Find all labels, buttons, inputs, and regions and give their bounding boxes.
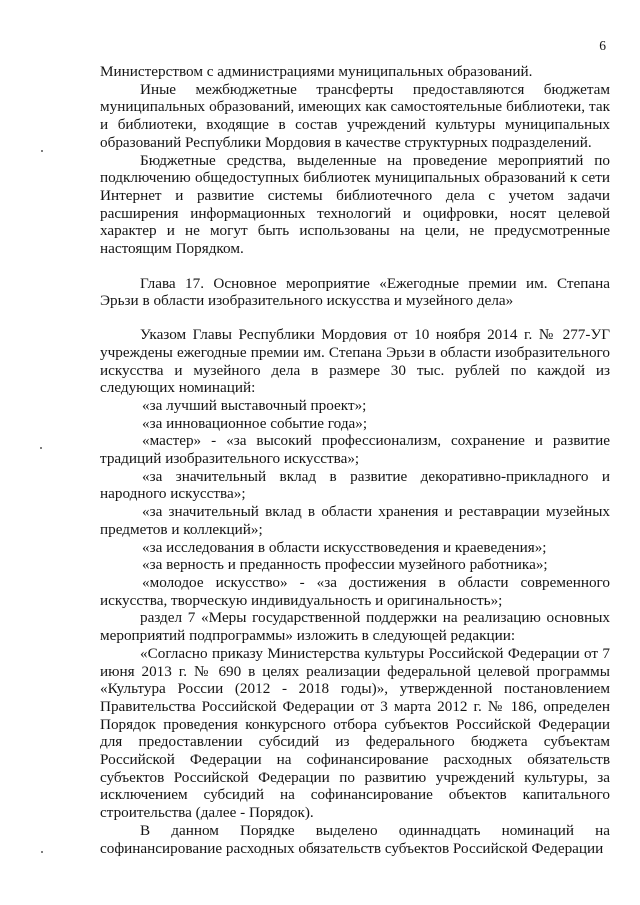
scan-speck (41, 150, 43, 152)
paragraph: Указом Главы Республики Мордовия от 10 ноября 2014 г. № 277-УГ учреждены ежегодные премии им. Степана Эрьзи в области изобразительного искусства и музейного дела в размере 30 тыс. рублей по каждой из следующих номинаций: (100, 326, 610, 397)
nomination-item: «за верность и преданность профессии музейного работника»; (142, 556, 548, 574)
paragraph: Бюджетные средства, выделенные на проведение мероприятий по подключению общедоступных библиотек муниципальных образований к сети Интернет и развитие системы библиотечного дела с учетом задачи расширения информационных технологий и оцифровки, носят целевой характер и не могут быть использованы на цели, не предусмотренные настоящим Порядком. (100, 151, 610, 258)
nomination-item: «за значительный вклад в области хранения и реставрации музейных предметов и коллекций»; (100, 503, 610, 538)
nomination-item: «за инновационное событие года»; (142, 414, 368, 432)
nomination-item: «мастер» - «за высокий профессионализм, сохранение и развитие традиций изобразительного искусства»; (100, 432, 610, 468)
paragraph: Иные межбюджетные трансферты предоставляются бюджетам муниципальных образований, имеющих как самостоятельные библиотеки, так и библиотеки, входящие в состав учреждений культуры муниципальных образований Республики Мордовия в качестве структурных подразделений. (100, 80, 610, 151)
document-body (100, 63, 610, 857)
paragraph: «Согласно приказу Министерства культуры Российской Федерации от 7 июня 2013 г. № 690 в целях реализации федеральной целевой программы «Культура России (2012 - 2018 годы)», утвержденной постановлением Правительства Российской Федерации от 3 марта 2012 г. № 186, определен Порядок проведения конкурсного отбора субъектов Российской Федерации для предоставлении субсидий из федерального бюджета субъектам Российской Федерации на софинансирование расходных обязательств субъектов Российской Федерации по развитию учреждений культуры, за исключением субсидий на софинансирование объектов капитального строительства (далее - Порядок). (100, 644, 610, 822)
chapter-heading: Глава 17. Основное мероприятие «Ежегодные премии им. Степана Эрьзи в области изобразительного искусства и музейного дела» (100, 274, 610, 310)
scan-speck (40, 447, 42, 449)
nomination-item: «молодое искусство» - «за достижения в области современного искусства, творческую индивидуальность и оригинальность»; (100, 573, 610, 609)
page-number: 6 (599, 38, 606, 53)
nomination-item: «за значительный вклад в развитие декоративно-прикладного и народного искусства»; (100, 467, 610, 503)
paragraph: В данном Порядке выделено одиннадцать номинаций на софинансирование расходных обязательств субъектов Российской Федерации (100, 821, 610, 857)
scan-speck (41, 851, 43, 853)
nomination-item: «за исследования в области искусствоведения и краеведения»; (142, 538, 547, 556)
paragraph: Министерством с администрациями муниципальных образований. (100, 63, 533, 80)
nomination-item: «за лучший выставочный проект»; (142, 396, 367, 414)
paragraph: раздел 7 «Меры государственной поддержки на реализацию основных мероприятий подпрограммы» изложить в следующей редакции: (100, 609, 610, 645)
